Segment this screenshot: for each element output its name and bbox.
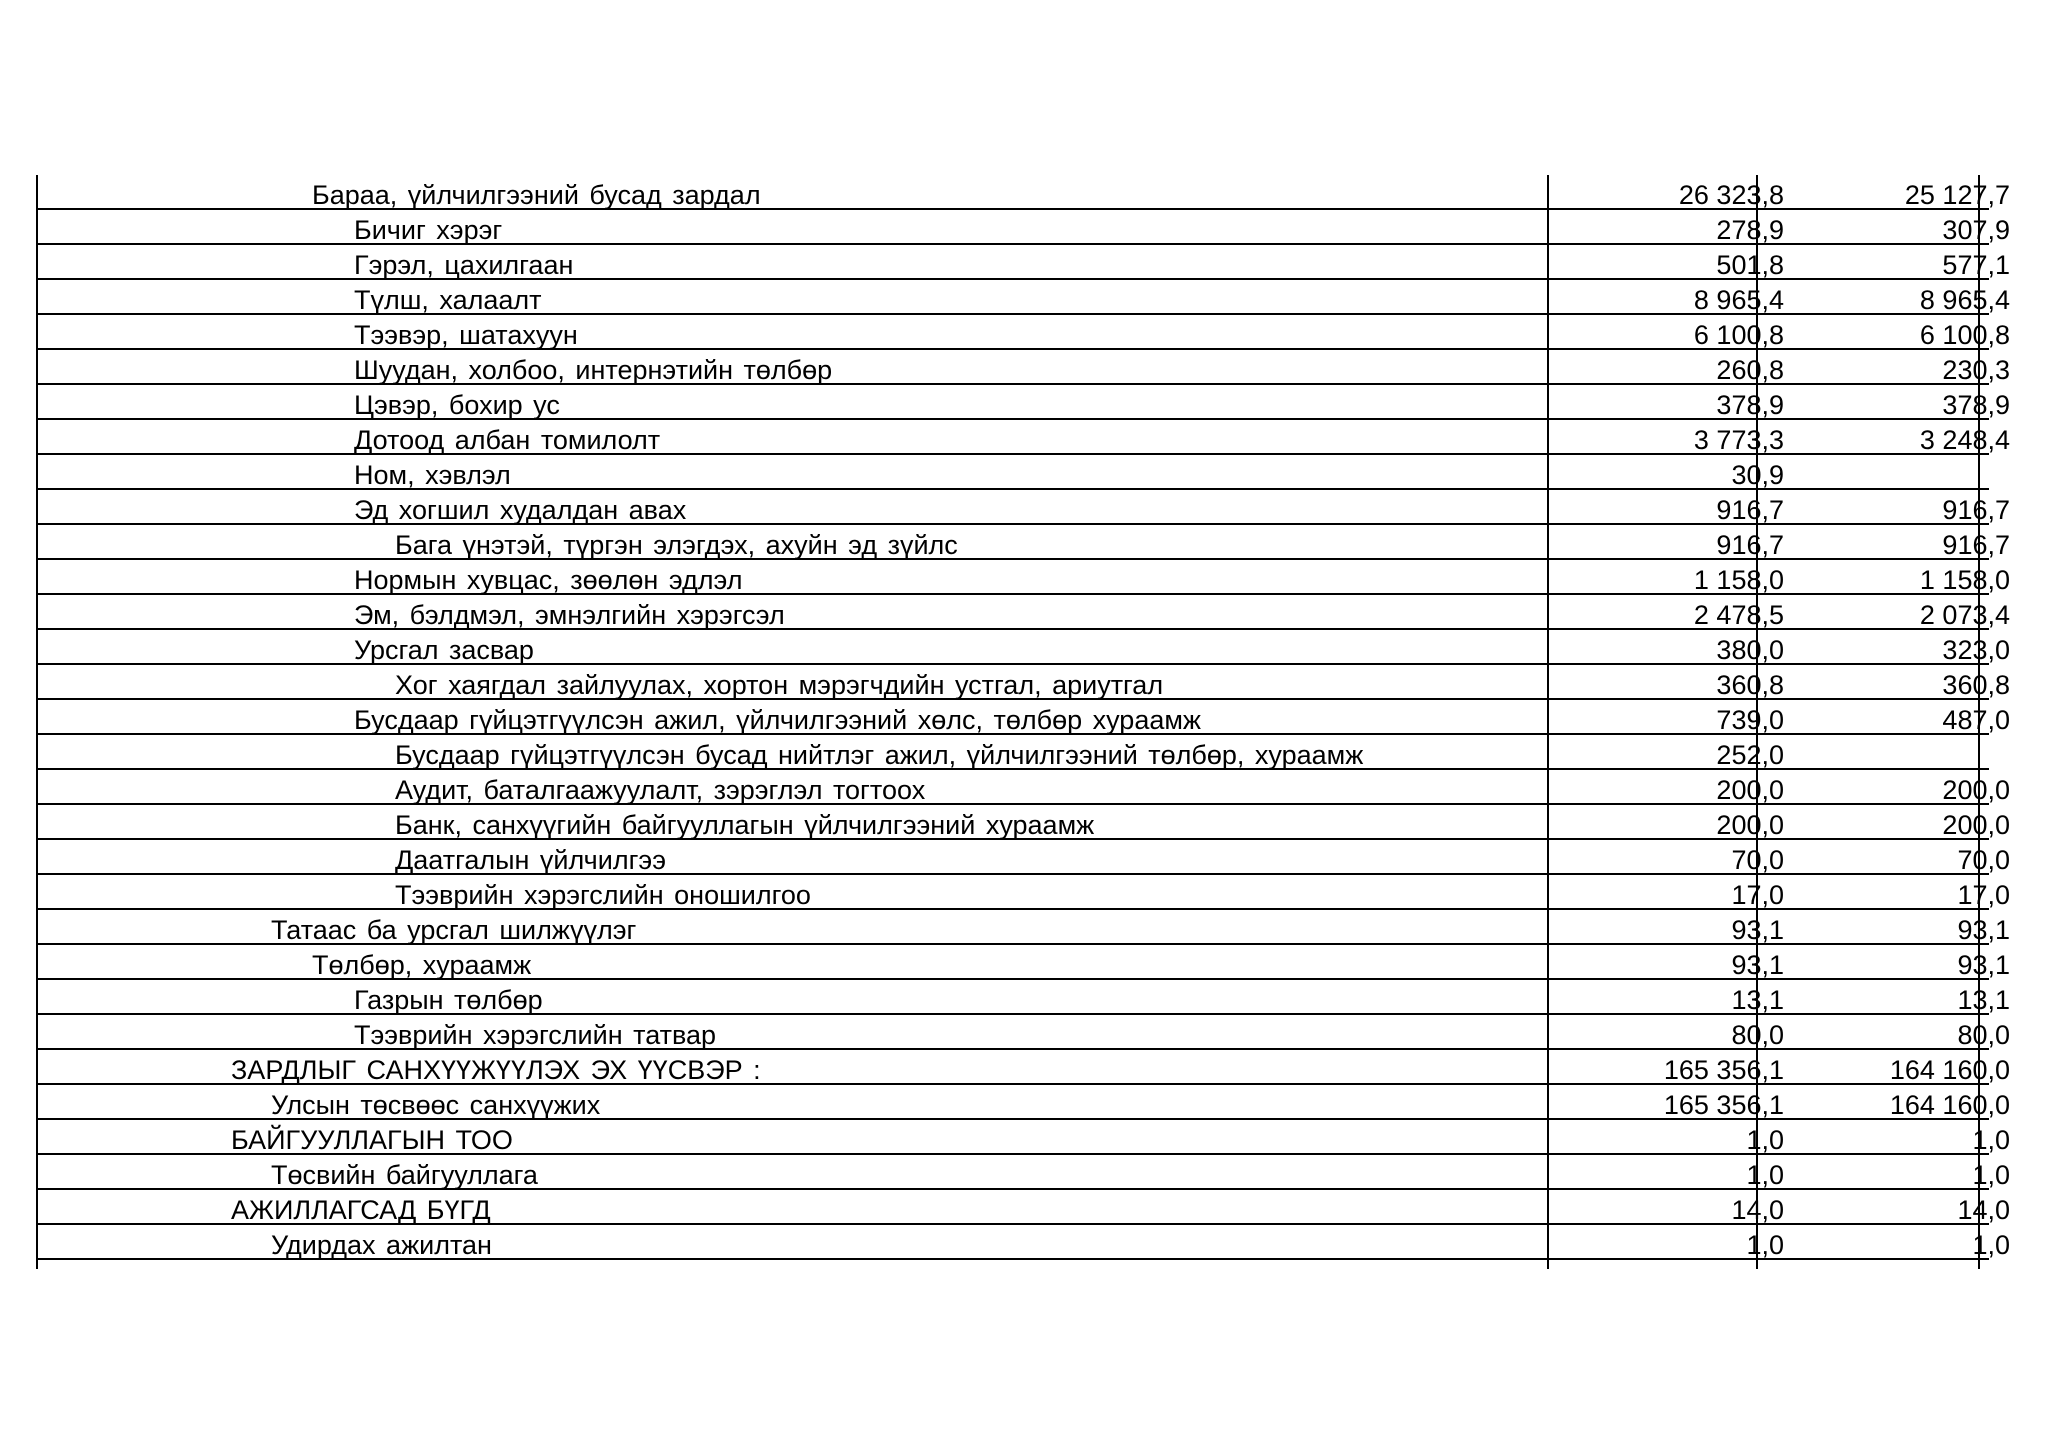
value-cell-a: 1,0 xyxy=(1746,1125,1784,1155)
row-label: Газрын төлбөр xyxy=(354,985,543,1015)
value-cell-a: 6 100,8 xyxy=(1693,320,1784,350)
value-cell-a: 2 478,5 xyxy=(1693,600,1784,630)
table-row xyxy=(36,875,2010,910)
table-row xyxy=(36,665,2010,700)
table-row xyxy=(36,595,2010,630)
row-label: Урсгал засвар xyxy=(354,635,534,665)
value-cell-a: 378,9 xyxy=(1716,390,1784,420)
table-row xyxy=(36,455,1989,490)
value-cell-b: 1,0 xyxy=(1972,1230,2010,1260)
value-cell-b: 360,8 xyxy=(1942,670,2010,700)
value-cell-a: 739,0 xyxy=(1716,705,1784,735)
table-row xyxy=(36,630,2010,665)
row-label: Гэрэл, цахилгаан xyxy=(354,250,574,280)
row-label: Нормын хувцас, зөөлөн эдлэл xyxy=(354,565,743,595)
value-cell-a: 14,0 xyxy=(1731,1195,1784,1225)
value-cell-b: 164 160,0 xyxy=(1889,1090,2010,1120)
value-cell-a: 1,0 xyxy=(1746,1230,1784,1260)
table-row xyxy=(36,315,2010,350)
value-cell-b: 577,1 xyxy=(1942,250,2010,280)
row-label: Цэвэр, бохир ус xyxy=(354,390,560,420)
table-row xyxy=(36,525,2010,560)
row-label: Удирдах ажилтан xyxy=(271,1230,492,1260)
row-label: Түлш, халаалт xyxy=(354,285,542,315)
row-label: Бараа, үйлчилгээний бусад зардал xyxy=(312,180,761,210)
value-cell-a: 70,0 xyxy=(1731,845,1784,875)
row-label: АЖИЛЛАГСАД БҮГД xyxy=(231,1195,491,1225)
row-label: Шуудан, холбоо, интернэтийн төлбөр xyxy=(354,355,833,385)
value-cell-b: 2 073,4 xyxy=(1919,600,2010,630)
value-cell-a: 13,1 xyxy=(1731,985,1784,1015)
value-cell-a: 260,8 xyxy=(1716,355,1784,385)
row-label: Бусдаар гүйцэтгүүлсэн ажил, үйлчилгээний хөлс, төлбөр хураамж xyxy=(354,705,1201,735)
value-cell-b: 916,7 xyxy=(1942,495,2010,525)
table-row xyxy=(36,210,2010,245)
table-row xyxy=(36,560,2010,595)
table-row xyxy=(36,1190,2010,1225)
table-body xyxy=(36,175,2010,1260)
value-cell-a: 3 773,3 xyxy=(1693,425,1784,455)
value-cell-a: 26 323,8 xyxy=(1678,180,1784,210)
value-cell-a: 165 356,1 xyxy=(1663,1055,1784,1085)
value-cell-b: 6 100,8 xyxy=(1919,320,2010,350)
value-cell-a: 278,9 xyxy=(1716,215,1784,245)
table-row xyxy=(36,1155,2010,1190)
value-cell-b: 13,1 xyxy=(1957,985,2010,1015)
table-row xyxy=(36,280,2010,315)
value-cell-b: 916,7 xyxy=(1942,530,2010,560)
row-label: Аудит, баталгаажуулалт, зэрэглэл тогтоох xyxy=(395,775,926,805)
value-cell-a: 200,0 xyxy=(1716,810,1784,840)
value-cell-a: 30,9 xyxy=(1731,460,1784,490)
row-label: Дотоод албан томилолт xyxy=(354,425,661,455)
value-cell-a: 93,1 xyxy=(1731,950,1784,980)
table-row xyxy=(36,385,2010,420)
row-label: Эм, бэлдмэл, эмнэлгийн хэрэгсэл xyxy=(354,600,785,630)
value-cell-a: 165 356,1 xyxy=(1663,1090,1784,1120)
value-cell-a: 916,7 xyxy=(1716,495,1784,525)
value-cell-b: 1,0 xyxy=(1972,1160,2010,1190)
table-row xyxy=(36,735,1989,770)
value-cell-b: 80,0 xyxy=(1957,1020,2010,1050)
table-row xyxy=(36,490,2010,525)
table-row xyxy=(36,1085,2010,1120)
value-cell-a: 252,0 xyxy=(1716,740,1784,770)
table-row xyxy=(36,910,2010,945)
table-row xyxy=(36,770,2010,805)
table-row xyxy=(36,1225,2010,1260)
value-cell-b: 200,0 xyxy=(1942,810,2010,840)
value-cell-b: 14,0 xyxy=(1957,1195,2010,1225)
value-cell-b: 70,0 xyxy=(1957,845,2010,875)
budget-table xyxy=(36,175,2010,1260)
value-cell-b: 1,0 xyxy=(1972,1125,2010,1155)
value-cell-b: 93,1 xyxy=(1957,950,2010,980)
value-cell-b: 3 248,4 xyxy=(1919,425,2010,455)
table-row xyxy=(36,700,2010,735)
value-cell-b: 17,0 xyxy=(1957,880,2010,910)
value-cell-a: 80,0 xyxy=(1731,1020,1784,1050)
value-cell-b: 200,0 xyxy=(1942,775,2010,805)
value-cell-b: 8 965,4 xyxy=(1919,285,2010,315)
table-row xyxy=(36,1120,2010,1155)
row-label: Даатгалын үйлчилгээ xyxy=(395,845,666,875)
value-cell-a: 501,8 xyxy=(1716,250,1784,280)
table-row xyxy=(36,980,2010,1015)
table-row xyxy=(36,945,2010,980)
table-row xyxy=(36,175,2010,210)
row-label: Ном, хэвлэл xyxy=(354,460,511,490)
table-row xyxy=(36,840,2010,875)
value-cell-b: 164 160,0 xyxy=(1889,1055,2010,1085)
value-cell-b: 378,9 xyxy=(1942,390,2010,420)
value-cell-b: 230,3 xyxy=(1942,355,2010,385)
value-cell-a: 916,7 xyxy=(1716,530,1784,560)
row-label: Улсын төсвөөс санхүүжих xyxy=(271,1090,601,1120)
value-cell-a: 200,0 xyxy=(1716,775,1784,805)
row-label: ЗАРДЛЫГ САНХҮҮЖҮҮЛЭХ ЭХ ҮҮСВЭР : xyxy=(231,1055,761,1085)
value-cell-b xyxy=(1796,735,2010,768)
value-cell-a: 380,0 xyxy=(1716,635,1784,665)
table-row xyxy=(36,245,2010,280)
row-label: Эд хогшил худалдан авах xyxy=(354,495,687,525)
value-cell-a: 1 158,0 xyxy=(1693,565,1784,595)
table-row xyxy=(36,1015,2010,1050)
value-cell-b xyxy=(1796,455,2010,488)
value-cell-b: 323,0 xyxy=(1942,635,2010,665)
table-row xyxy=(36,1050,2010,1085)
table-row xyxy=(36,420,2010,455)
value-cell-a: 1,0 xyxy=(1746,1160,1784,1190)
table-row xyxy=(36,350,2010,385)
row-label: Бичиг хэрэг xyxy=(354,215,503,245)
row-label: Төсвийн байгууллага xyxy=(271,1160,538,1190)
row-label: Хог хаягдал зайлуулах, хортон мэрэгчдийн устгал, ариутгал xyxy=(395,670,1164,700)
value-cell-a: 8 965,4 xyxy=(1693,285,1784,315)
row-label: Төлбөр, хураамж xyxy=(312,950,532,980)
row-label: БАЙГУУЛЛАГЫН ТОО xyxy=(231,1125,513,1155)
value-cell-b: 1 158,0 xyxy=(1919,565,2010,595)
row-label: Банк, санхүүгийн байгууллагын үйлчилгээний хураамж xyxy=(395,810,1095,840)
value-cell-b: 487,0 xyxy=(1942,705,2010,735)
value-cell-b: 307,9 xyxy=(1942,215,2010,245)
row-label: Татаас ба урсгал шилжүүлэг xyxy=(271,915,637,945)
row-label: Тээвэр, шатахуун xyxy=(354,320,578,350)
row-label: Тээврийн хэрэгслийн татвар xyxy=(354,1020,717,1050)
value-cell-a: 360,8 xyxy=(1716,670,1784,700)
value-cell-b: 25 127,7 xyxy=(1904,180,2010,210)
row-label: Тээврийн хэрэгслийн оношилгоо xyxy=(395,880,811,910)
table-row xyxy=(36,805,2010,840)
row-label: Бага үнэтэй, түргэн элэгдэх, ахуйн эд зүйлс xyxy=(395,530,958,560)
value-cell-b: 93,1 xyxy=(1957,915,2010,945)
value-cell-a: 93,1 xyxy=(1731,915,1784,945)
value-cell-a: 17,0 xyxy=(1731,880,1784,910)
row-label: Бусдаар гүйцэтгүүлсэн бусад нийтлэг ажил, үйлчилгээний төлбөр, хураамж xyxy=(395,740,1364,770)
